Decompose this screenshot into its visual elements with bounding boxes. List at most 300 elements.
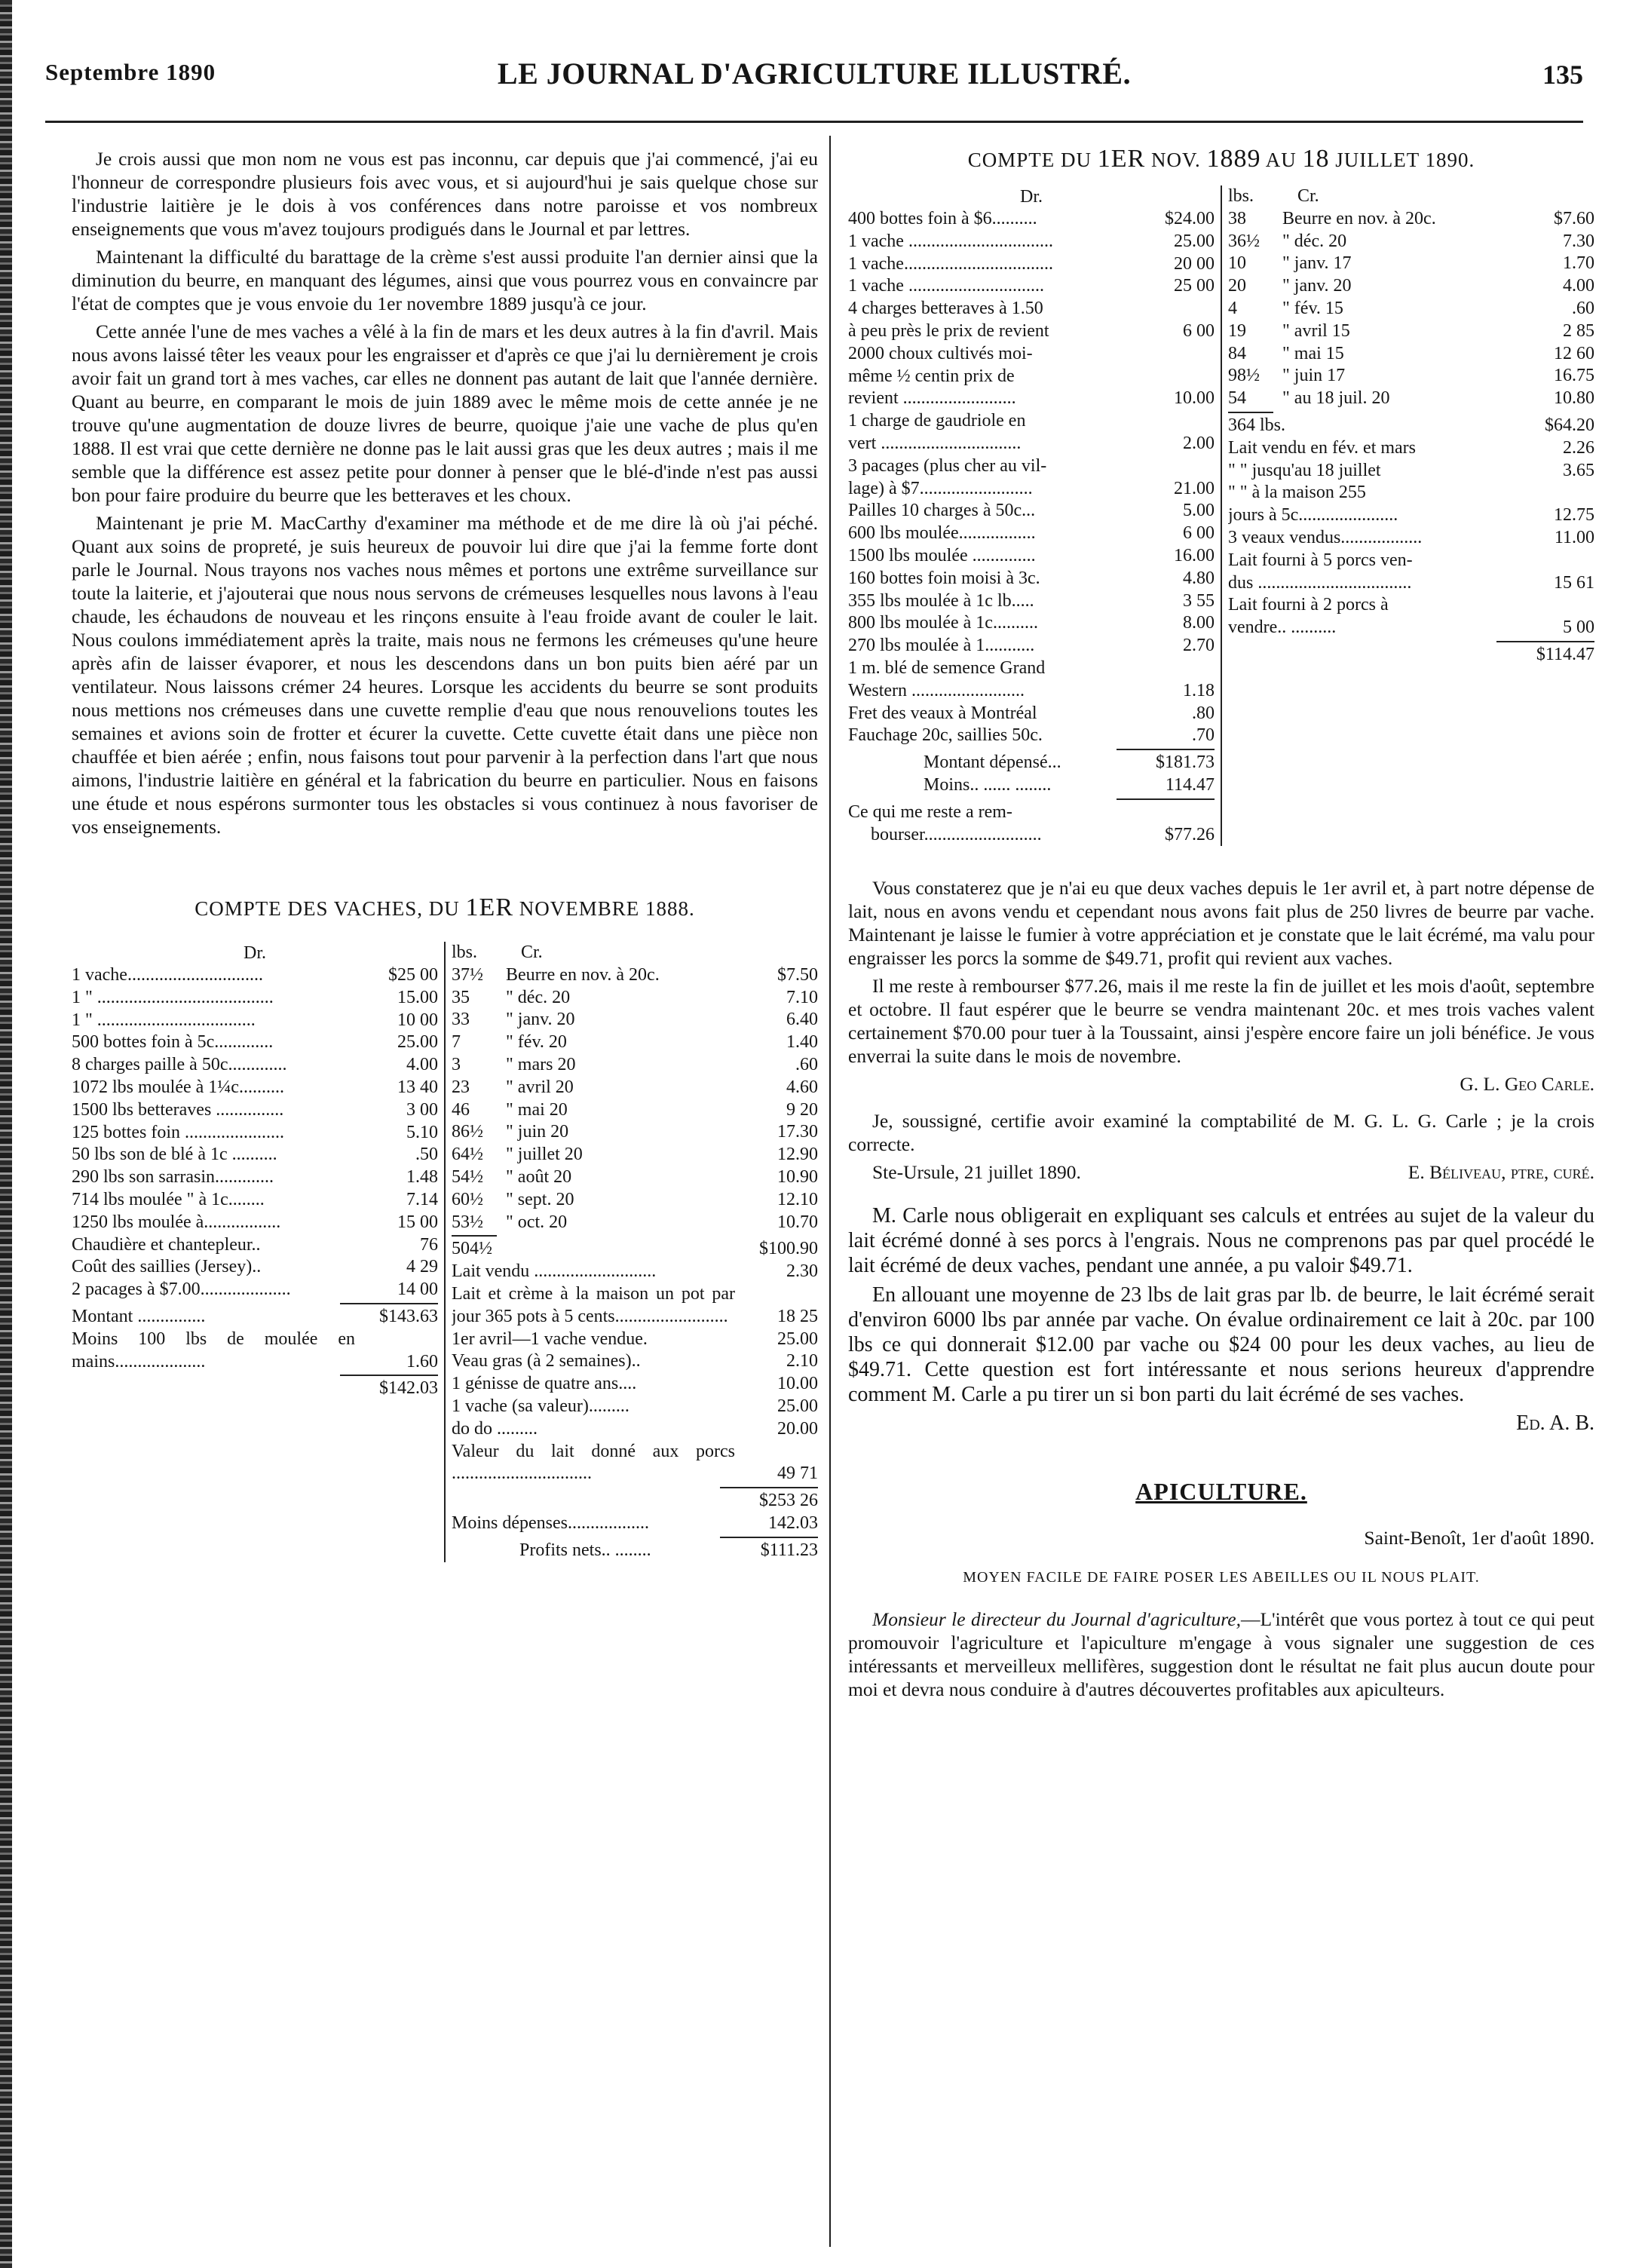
row-value: 6 00 <box>1183 523 1215 544</box>
row-value: 7.14 <box>406 1189 438 1209</box>
row-label: Lait vendu en fév. et mars <box>1228 437 1417 458</box>
row-value: 4.60 <box>786 1077 818 1097</box>
account-row <box>72 987 438 1010</box>
credit-grand-total-row: $114.47 <box>1536 644 1594 664</box>
paragraph: Maintenant je prie M. MacCarthy d'examiner ma méthode et de me dire là où j'ai péché. Quant aux soins de propreté, je suis heureux de pouvoir lui dire que j'ai la femme forte dont parle le Journal. Nous trayons nos vaches nous mêmes et portons une extrême surveillance sur toute la laiterie, et j'ajouterai que nous nous servons de crémeuses lesquelles nous lavons à l'eau chaude, les échaudons de nouveau et les rinçons ensuite à l'eau froide avant de couler le lait. Nous coulons immédiatement après la traite, mais nous ne fermons les crémeuses qu'une heure après afin de laisser évaporer, et nous les descendons dans un bon puits bien aéré par un ventilateur. Nous laissons crémer 24 heures. Lorsque les accidents du beurre se sont produits nous mettions nos crémeuses dans une cuvette remplie d'eau que nous renouvelions toutes les semaines et avions soin de frotter et écurer la cuvette. Cette cuvette était dans une pièce non chauffée et bien aérée ; enfin, nous faisons tout pour parvenir à la perfection dans l'art que nous aimons, l'industrie laitière en général et la fabrication du beurre en particulier. Nous en faisons une étude et nous espérons surmonter tous les obstacles si vous continuez à nous favoriser de vos enseignements. <box>72 512 818 838</box>
reste-row-2: bourser.......................... $77.26 <box>871 824 1215 844</box>
row-value: 2.00 <box>1183 433 1215 453</box>
account-row <box>848 500 1215 523</box>
row-label: Lait vendu ........................... <box>452 1261 657 1282</box>
account-row <box>848 725 1215 747</box>
account-row <box>72 1166 438 1189</box>
apiculture-subtitle: MOYEN FACILE DE FAIRE POSER LES ABEILLES OU IL NOUS PLAIT. <box>963 1569 1480 1586</box>
subtotal-rule <box>340 1375 438 1376</box>
paragraph: Vous constaterez que je n'ai eu que deux vaches depuis le 1er avril et, à part notre dépense de lait, nous en avons vendu et cependant nous avons fait plus de 250 livres de beurre par vache. Maintenant je laisse le fumier à votre appréciation et je constate que le lait écrémé, ma valu pour engraisser les porcs la somme de $49.71, profit qui revient aux vaches. <box>848 877 1594 970</box>
row-quantity: 35 <box>452 987 470 1007</box>
header-rule <box>45 121 1583 123</box>
row-value: 7.30 <box>1563 231 1594 251</box>
apiculture-salutation: Monsieur le directeur du Journal d'agriculture, <box>872 1608 1241 1631</box>
row-label: même ½ centin prix de <box>848 366 1015 386</box>
row-label: 800 lbs moulée à 1c.......... <box>848 613 1038 633</box>
account-debit-side <box>72 942 446 1562</box>
reste-row: Ce qui me reste a rem- <box>848 801 1012 822</box>
account-row <box>72 1010 438 1032</box>
row-quantity: 60½ <box>452 1189 483 1209</box>
row-label: vendre.. .......... <box>1228 618 1337 638</box>
credit-rows <box>1228 208 1594 410</box>
row-label: 600 lbs moulée................. <box>848 523 1036 544</box>
account-row <box>452 1099 818 1122</box>
account-row <box>1228 550 1594 572</box>
row-value: 5.10 <box>406 1122 438 1142</box>
credit-total-row: 364 lbs. $64.20 <box>1228 415 1594 435</box>
account-row <box>1228 460 1594 483</box>
row-value: 15 00 <box>397 1212 438 1232</box>
account-row <box>848 590 1215 613</box>
row-value: 5 00 <box>1563 618 1594 638</box>
debit-heading: Dr. <box>1020 187 1043 207</box>
row-label: " " à la maison 255 <box>1228 483 1366 503</box>
row-label: Fauchage 20c, saillies 50c. <box>848 725 1043 746</box>
account-row <box>452 1189 818 1212</box>
row-value: 10 00 <box>397 1010 438 1030</box>
row-value: $7.50 <box>777 964 818 985</box>
row-value: 2.10 <box>786 1351 818 1372</box>
row-label: 8 charges paille à 50c............. <box>72 1055 287 1075</box>
row-value <box>1132 657 1215 680</box>
apiculture-dateline: Saint-Benoît, 1er d'août 1890. <box>1364 1527 1594 1549</box>
row-label: " août 20 <box>506 1166 572 1187</box>
row-value: 20 00 <box>1174 253 1215 274</box>
account-row <box>72 1189 438 1212</box>
row-label: 125 bottes foin ...................... <box>72 1122 284 1142</box>
row-label: 1 charge de gaudriole en <box>848 411 1026 431</box>
page-header <box>45 59 1583 104</box>
row-value <box>1132 455 1215 478</box>
subtotal-rule <box>1117 798 1215 800</box>
row-label: dus .................................. <box>1228 572 1412 593</box>
account-row <box>1228 617 1594 639</box>
profits-row: Profits nets.. ........ $111.23 <box>519 1540 818 1560</box>
account-row <box>1228 527 1594 550</box>
account-row <box>848 433 1215 455</box>
row-value: 16.75 <box>1554 366 1594 386</box>
montant-row: Montant ............... $143.63 <box>72 1306 438 1326</box>
row-value: 2.26 <box>1563 437 1594 458</box>
credit-extra-rows <box>1228 437 1594 639</box>
row-label: " janv. 20 <box>506 1010 575 1030</box>
account-credit-side <box>446 942 818 1562</box>
account-row <box>72 1031 438 1054</box>
row-label: " " jusqu'au 18 juillet <box>1228 460 1381 480</box>
row-label: 2 pacages à $7.00.................... <box>72 1280 291 1300</box>
account-row <box>72 1212 438 1234</box>
subtotal-rule <box>1117 749 1215 750</box>
row-quantity: 33 <box>452 1010 470 1030</box>
row-quantity: 10 <box>1228 253 1246 274</box>
account-row <box>848 231 1215 253</box>
row-label: " mars 20 <box>506 1054 576 1074</box>
editor-paragraph: M. Carle nous obligerait en expliquant ses calculs et entrées au sujet de la valeur du lait écrémé donné à ses porcs à l'engrais. Nous ne comprenons pas par quel procédé le lait écrémé de deux vaches, pendant une année, a pu valoir $49.71. <box>848 1204 1594 1278</box>
row-quantity: 84 <box>1228 343 1246 363</box>
row-value: 3 55 <box>1183 590 1215 611</box>
row-label: " au 18 juil. 20 <box>1282 388 1390 409</box>
row-value <box>1132 410 1215 433</box>
row-label: à peu près le prix de revient <box>848 320 1049 341</box>
row-label: " mai 15 <box>1282 343 1344 363</box>
row-label: 50 lbs son de blé à 1c .......... <box>72 1145 277 1165</box>
account-row <box>452 1144 818 1166</box>
row-label: " juillet 20 <box>506 1145 583 1165</box>
account-row <box>1228 253 1594 275</box>
account-row <box>452 1441 818 1486</box>
row-value <box>1132 298 1215 320</box>
account-row <box>848 478 1215 501</box>
row-value: 10.70 <box>777 1212 818 1232</box>
moins-depenses-row: Moins dépenses.................. 142.03 <box>452 1513 818 1533</box>
account-row <box>72 1122 438 1145</box>
row-value: 4.00 <box>1563 276 1594 296</box>
row-label: " fév. 20 <box>506 1032 567 1053</box>
row-value: 2 85 <box>1563 320 1594 341</box>
row-label: 1 m. blé de semence Grand <box>848 657 1046 678</box>
account-row <box>1228 388 1594 410</box>
row-label: 1500 lbs moulée .............. <box>848 545 1036 565</box>
account-row <box>1228 208 1594 231</box>
row-value: .60 <box>1572 298 1594 318</box>
account-row <box>1228 572 1594 595</box>
row-label: 714 lbs moulée " à 1c........ <box>72 1189 265 1209</box>
account-row <box>1228 504 1594 527</box>
row-label: 1072 lbs moulée à 1¼c.......... <box>72 1077 284 1097</box>
account-row <box>1228 343 1594 366</box>
row-value: 7.10 <box>786 987 818 1007</box>
credit-rows <box>452 964 818 1234</box>
row-quantity: 37½ <box>452 964 483 985</box>
row-value: 14 00 <box>397 1280 438 1300</box>
row-value: .60 <box>795 1054 818 1074</box>
row-value: 15.00 <box>397 987 438 1007</box>
row-label: Veau gras (à 2 semaines).. <box>452 1351 641 1372</box>
row-quantity: 19 <box>1228 320 1246 341</box>
account-row <box>452 1212 818 1234</box>
account-row <box>848 298 1215 320</box>
row-label: 3 pacages (plus cher au vil- <box>848 455 1047 476</box>
account-row <box>452 1329 818 1351</box>
row-quantity: 36½ <box>1228 231 1260 251</box>
account-row <box>848 703 1215 725</box>
row-quantity: 98½ <box>1228 366 1260 386</box>
subtotal-rule <box>1496 641 1594 642</box>
row-value: 49 71 <box>777 1463 818 1484</box>
apiculture-body: —L'intérêt que vous portez à tout ce qui peut promouvoir l'agriculture et l'apiculture m'engage à vous signaler une suggestion de ces intéressants et merveilleux mellifères, suggestion dont le résultat ne fait plus aucun doute pour moi et devra nous conduire à d'autres découvertes profitables aux apiculteurs. <box>848 1608 1594 1701</box>
row-label: Valeur du lait donné aux porcs ............................... <box>452 1441 735 1484</box>
row-value: .70 <box>1192 725 1215 746</box>
paragraph: Maintenant la difficulté du barattage de la crème s'est aussi produite l'an dernier ainsi que la diminution du beurre, en manquant des légumes, ainsi que vous pourrez vous en convaincre par l'état de comptes que je vous envoie du 1er novembre 1889 jusqu'à ce jour. <box>72 246 818 314</box>
account-row <box>848 320 1215 343</box>
row-quantity: 54½ <box>452 1166 483 1187</box>
row-value: 12 60 <box>1554 343 1594 363</box>
column-divider <box>829 136 831 2247</box>
account-row <box>452 1009 818 1031</box>
account-row <box>452 1373 818 1396</box>
row-value: 3 00 <box>406 1099 438 1120</box>
account-row <box>848 366 1215 388</box>
row-value: 25.00 <box>777 1396 818 1416</box>
row-value: 1.48 <box>406 1167 438 1188</box>
row-label: 270 lbs moulée à 1........... <box>848 636 1035 656</box>
row-value: .50 <box>415 1145 438 1165</box>
row-label: " sept. 20 <box>506 1189 574 1209</box>
row-label: revient ......................... <box>848 388 1016 409</box>
row-label: " déc. 20 <box>506 987 571 1007</box>
row-label: 160 bottes foin moisi à 3c. <box>848 568 1040 588</box>
row-label: 1 vache .............................. <box>848 276 1044 296</box>
account-row <box>848 657 1215 680</box>
row-label: " janv. 20 <box>1282 276 1352 296</box>
account-row <box>1228 320 1594 343</box>
row-label: 3 veaux vendus.................. <box>1228 527 1423 547</box>
account-row <box>72 1099 438 1122</box>
account-row <box>848 208 1215 231</box>
row-value <box>1512 550 1594 572</box>
page-edge-binding <box>0 0 12 2268</box>
row-label: Fret des veaux à Montréal <box>848 703 1037 723</box>
account-row <box>72 1077 438 1099</box>
credit-heading-row: lbs. Cr. <box>1228 186 1319 206</box>
row-label: 1 " ....................................... <box>72 987 274 1007</box>
net-row: $142.03 <box>379 1378 438 1399</box>
account-row <box>452 1283 818 1329</box>
row-value: 9 20 <box>786 1099 818 1120</box>
row-label: " mai 20 <box>506 1099 568 1120</box>
debit-heading: Dr. <box>244 943 266 963</box>
account-row <box>72 1234 438 1257</box>
row-value: 2.30 <box>786 1261 818 1282</box>
row-label: Chaudière et chantepleur.. <box>72 1234 261 1255</box>
row-value: $25 00 <box>388 965 438 985</box>
row-label: 1 vache................................. <box>848 253 1053 274</box>
row-quantity: 38 <box>1228 208 1246 228</box>
row-value: 12.10 <box>777 1189 818 1209</box>
row-value: 10.00 <box>1174 388 1215 409</box>
row-value: 18 25 <box>777 1306 818 1326</box>
row-value: 8.00 <box>1183 613 1215 633</box>
paragraph: Cette année l'une de mes vaches a vêlé à la fin de mars et les deux autres à la fin d'avril. Mais nous avons laissé têter les veaux pour les engraisser et d'après ce que j'ai lu dernièrement je crois avoir fait un grand tort à mes vaches, car elles ne donnent pas autant de lait que l'année dernière. Quant au beurre, en comparant le mois de juin 1889 avec le même mois de cette année je ne trouve qu'une augmentation de douze livres de beurre, quoique j'aie une vache de plus qu'en 1888. Il est vrai que cette dernière ne donne pas le lait aussi gras que les deux autres ; mais il me semble que la différence est assez petite pour donner à penser que le blé-d'inde n'est pas aussi bon pour faire produire du beurre que les betteraves et les choux. <box>72 320 818 506</box>
account-row <box>1228 482 1594 504</box>
row-label: Lait et crème à la maison un pot par jour 365 pots à 5 cents......................... <box>452 1283 735 1326</box>
row-label: 4 charges betteraves à 1.50 <box>848 299 1043 319</box>
row-value: 10.90 <box>777 1166 818 1187</box>
certification-signature: E. Béliveau, ptre, curé. <box>1408 1161 1594 1184</box>
account-row <box>1228 437 1594 460</box>
account-row <box>72 964 438 987</box>
row-value: 11.00 <box>1554 527 1594 547</box>
account-row <box>848 455 1215 478</box>
credit-total-row: 504½ $100.90 <box>452 1239 818 1259</box>
account-row <box>1228 231 1594 253</box>
account-row <box>848 275 1215 298</box>
account-row <box>1228 594 1594 617</box>
account-row <box>452 1261 818 1283</box>
row-value <box>1512 482 1594 504</box>
row-label: 1 génisse de quatre ans.... <box>452 1374 637 1394</box>
row-value: 3.65 <box>1563 460 1594 480</box>
row-value: 4 29 <box>406 1257 438 1277</box>
row-label: Beurre en nov. à 20c. <box>506 964 660 985</box>
row-quantity: 64½ <box>452 1145 483 1165</box>
account-title-1889: COMPTE DU 1ER NOV. 1889 AU 18 JUILLET 1890. <box>967 145 1475 173</box>
account-row <box>1228 298 1594 320</box>
row-quantity: 86½ <box>452 1122 483 1142</box>
subtotal-rule <box>720 1537 818 1538</box>
row-value <box>1512 594 1594 617</box>
row-value: 12.75 <box>1554 505 1594 526</box>
row-value <box>1132 366 1215 388</box>
row-label: vert ............................... <box>848 433 1022 453</box>
row-value: 20.00 <box>777 1418 818 1439</box>
subtotal-rule <box>720 1487 818 1488</box>
account-table-1889 <box>848 185 1594 846</box>
row-value: 1.18 <box>1183 680 1215 700</box>
moins-row: Moins 100 lbs de moulée en mains.................... 1.60 <box>72 1329 438 1372</box>
row-label: 1 vache (sa valeur)......... <box>452 1396 629 1416</box>
row-value: 12.90 <box>777 1145 818 1165</box>
row-value: 10.00 <box>777 1374 818 1394</box>
account-row <box>72 1256 438 1279</box>
row-label: " avril 20 <box>506 1077 574 1097</box>
row-label: do do ......... <box>452 1418 538 1439</box>
row-label: Pailles 10 charges à 50c... <box>848 501 1036 521</box>
account-row <box>848 343 1215 366</box>
row-label: lage) à $7......................... <box>848 478 1033 498</box>
row-label: 355 lbs moulée à 1c lb..... <box>848 590 1034 611</box>
row-value: $24.00 <box>1165 209 1215 228</box>
row-value: 10.80 <box>1554 388 1594 409</box>
row-value: 25.00 <box>1174 231 1215 251</box>
editor-signature: Ed. A. B. <box>1516 1411 1594 1436</box>
certification-paragraph: Je, soussigné, certifie avoir examiné la comptabilité de M. G. L. G. Carle ; je la crois correcte. <box>848 1110 1594 1156</box>
row-label: " juin 17 <box>1282 366 1346 386</box>
account-row <box>452 1054 818 1077</box>
account-row <box>452 964 818 987</box>
account-row <box>848 568 1215 590</box>
row-value: 76 <box>420 1234 438 1255</box>
account-row <box>848 680 1215 703</box>
quantity-rule <box>452 1235 497 1237</box>
row-value: 25.00 <box>397 1032 438 1053</box>
account-row <box>1228 365 1594 388</box>
row-label: Coût des saillies (Jersey).. <box>72 1257 262 1277</box>
row-label: " avril 15 <box>1282 320 1350 341</box>
row-label: 1 " ................................... <box>72 1010 256 1030</box>
account-row <box>848 388 1215 410</box>
apiculture-letter <box>848 1608 1594 1701</box>
row-label: Lait fourni à 2 porcs à <box>1228 595 1389 615</box>
quantity-rule <box>1228 412 1273 413</box>
account-row <box>452 1396 818 1418</box>
account-row <box>452 1077 818 1099</box>
row-label: 290 lbs son sarrasin............. <box>72 1167 274 1188</box>
account-row <box>452 987 818 1010</box>
row-label: 1 vache.............................. <box>72 965 263 985</box>
subtotal-rule <box>340 1303 438 1304</box>
row-value: 6 00 <box>1183 320 1215 341</box>
row-value: 16.00 <box>1174 545 1215 565</box>
row-label: " juin 20 <box>506 1122 569 1142</box>
account-row <box>848 410 1215 433</box>
row-quantity: 53½ <box>452 1212 483 1232</box>
account-debit-side <box>848 185 1222 846</box>
account-row <box>452 1031 818 1054</box>
row-value: 17.30 <box>777 1122 818 1142</box>
right-column <box>848 147 1594 1706</box>
account-row <box>848 612 1215 635</box>
row-value: 13 40 <box>397 1077 438 1097</box>
account-row <box>848 523 1215 545</box>
row-value: 1.40 <box>786 1032 818 1053</box>
row-value: 15 61 <box>1554 572 1594 593</box>
credit-extra-rows <box>452 1261 818 1485</box>
row-label: " fév. 15 <box>1282 298 1343 318</box>
account-row <box>452 1350 818 1373</box>
row-label: " déc. 20 <box>1282 231 1347 251</box>
row-label: " janv. 17 <box>1282 253 1352 274</box>
row-value: 6.40 <box>786 1010 818 1030</box>
account-row <box>72 1144 438 1166</box>
row-quantity: 7 <box>452 1032 461 1053</box>
header-journal-title: LE JOURNAL D'AGRICULTURE ILLUSTRÉ. <box>497 57 1132 90</box>
row-value: 25.00 <box>777 1329 818 1349</box>
row-quantity: 3 <box>452 1054 461 1074</box>
row-value: 21.00 <box>1174 478 1215 498</box>
row-label: 500 bottes foin à 5c............. <box>72 1032 274 1053</box>
debit-rows <box>848 208 1215 747</box>
left-column <box>72 147 818 1562</box>
row-quantity: 20 <box>1228 276 1246 296</box>
moins-row: Moins.. ...... ........ 114.47 <box>924 774 1215 795</box>
row-label: 1 vache ................................ <box>848 231 1053 251</box>
row-label: jours à 5c...................... <box>1228 505 1398 526</box>
row-value: 25 00 <box>1174 276 1215 296</box>
row-value: 1.70 <box>1563 253 1594 274</box>
montant-row: Montant dépensé... $181.73 <box>924 752 1215 773</box>
row-quantity: 46 <box>452 1099 470 1120</box>
row-value: 4.00 <box>406 1055 438 1075</box>
account-row <box>72 1054 438 1077</box>
account-credit-side <box>1222 185 1594 846</box>
row-value: 4.80 <box>1183 568 1215 588</box>
account-row <box>452 1166 818 1189</box>
row-label: Lait fourni à 5 porcs ven- <box>1228 550 1413 570</box>
certification-line <box>848 1160 1594 1184</box>
row-value <box>1132 343 1215 366</box>
row-label: Western ......................... <box>848 680 1025 700</box>
certification-place: Ste-Ursule, 21 juillet 1890. <box>872 1161 1081 1184</box>
account-table-1888 <box>72 942 818 1562</box>
row-label: Beurre en nov. à 20c. <box>1282 208 1436 228</box>
account-row <box>1228 275 1594 298</box>
account-row <box>848 635 1215 657</box>
row-value: 2.70 <box>1183 636 1215 656</box>
signature-carle: G. L. Geo Carle. <box>1460 1073 1594 1096</box>
row-label: 400 bottes foin à $6.......... <box>848 209 1037 228</box>
row-label: 1250 lbs moulée à................. <box>72 1212 281 1232</box>
row-quantity: 4 <box>1228 298 1237 318</box>
account-row <box>452 1121 818 1144</box>
row-value: 5.00 <box>1183 501 1215 521</box>
header-date: Septembre 1890 <box>45 59 216 85</box>
